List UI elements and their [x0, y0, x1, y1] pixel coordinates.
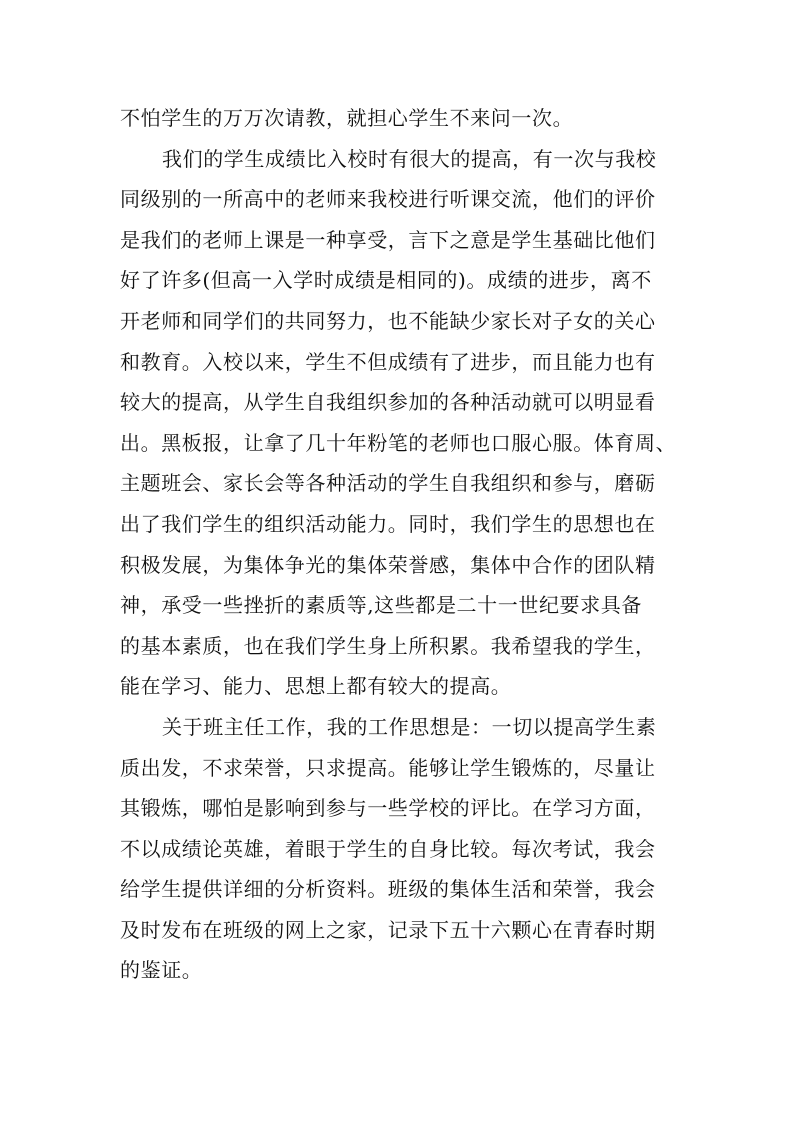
- text-line: 是我们的老师上课是一种享受，言下之意是学生基础比他们: [120, 227, 656, 252]
- text-line: 及时发布在班级的网上之家，记录下五十六颗心在青春时期: [120, 917, 656, 942]
- text-line: 其锻炼，哪怕是影响到参与一些学校的评比。在学习方面，: [120, 796, 656, 821]
- text-line: 的鉴证。: [120, 958, 203, 983]
- text-line: 的基本素质，也在我们学生身上所积累。我希望我的学生，: [120, 633, 656, 658]
- text-line: 出。黑板报，让拿了几十年粉笔的老师也口服心服。体育周、: [120, 430, 677, 455]
- text-line: 开老师和同学们的共同努力，也不能缺少家长对子女的关心: [120, 308, 656, 333]
- text-line: 主题班会、家长会等各种活动的学生自我组织和参与，磨砺: [120, 471, 656, 496]
- text-line: 出了我们学生的组织活动能力。同时，我们学生的思想也在: [120, 511, 656, 536]
- text-line: 能在学习、能力、思想上都有较大的提高。: [120, 674, 512, 699]
- text-line: 不怕学生的万万次请教，就担心学生不来问一次。: [120, 106, 574, 130]
- text-line: 同级别的一所高中的老师来我校进行听课交流，他们的评价: [120, 187, 656, 212]
- text-line: 质出发，不求荣誉，只求提高。能够让学生锻炼的，尽量让: [120, 755, 656, 780]
- text-line: 较大的提高，从学生自我组织参加的各种活动就可以明显看: [120, 390, 656, 415]
- text-line: 神，承受一些挫折的素质等,这些都是二十一世纪要求具备: [120, 593, 642, 618]
- text-line: 我们的学生成绩比入校时有很大的提高，有一次与我校: [162, 146, 657, 171]
- text-line: 给学生提供详细的分析资料。班级的集体生活和荣誉，我会: [120, 877, 656, 902]
- text-line: 关于班主任工作，我的工作思想是：一切以提高学生素: [162, 714, 657, 739]
- text-line: 好了许多(但高一入学时成绩是相同的)。成绩的进步，离不: [120, 268, 652, 293]
- text-line: 积极发展，为集体争光的集体荣誉感，集体中合作的团队精: [120, 552, 656, 577]
- text-line: 和教育。入校以来，学生不但成绩有了进步，而且能力也有: [120, 349, 656, 374]
- text-line: 不以成绩论英雄，着眼于学生的自身比较。每次考试，我会: [120, 836, 656, 861]
- body-text: [120, 98, 680, 991]
